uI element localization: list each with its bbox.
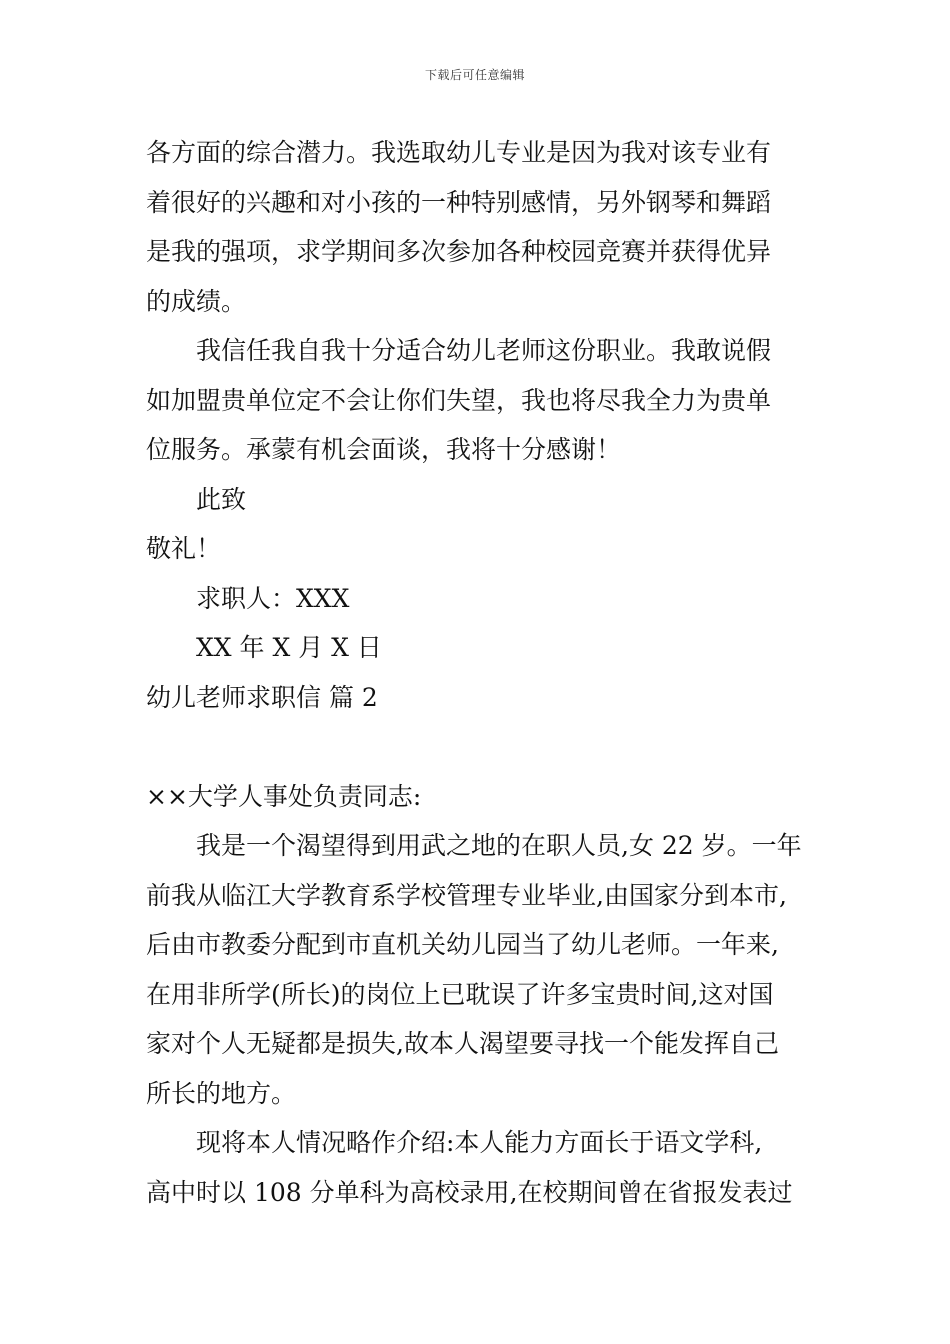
text-line: 家对个人无疑都是损失,故本人渴望要寻找一个能发挥自己 (146, 1029, 779, 1058)
recipient-greeting: ××大学人事处负责同志: (146, 781, 422, 811)
text-line: 在用非所学(所长)的岗位上已耽误了许多宝贵时间,这对国 (146, 979, 774, 1009)
text-line: 后由市教委分配到市直机关幼儿园当了幼儿老师。一年来, (146, 930, 779, 959)
text-line: 我是一个渴望得到用武之地的在职人员,女 22 岁。一年 (196, 831, 802, 860)
text-line: 着很好的兴趣和对小孩的一种特别感情，另外钢琴和舞蹈 (146, 187, 772, 217)
letter-date: XX 年 X 月 X 日 (196, 633, 382, 662)
text-line: 前我从临江大学教育系学校管理专业毕业,由国家分到本市, (146, 880, 787, 910)
header-note: 下载后可任意编辑 (424, 68, 525, 82)
closing-regards: 敬礼！ (146, 534, 222, 563)
text-line: 的成绩。 (146, 286, 247, 316)
closing-salutation: 此致 (196, 484, 247, 514)
text-line: 是我的强项，求学期间多次参加各种校园竞赛并获得优异 (146, 237, 772, 266)
blank-line (146, 722, 816, 772)
section-title: 幼儿老师求职信 篇 2 (146, 682, 378, 712)
text-line: 现将本人情况略作介绍:本人能力方面长于语文学科, (196, 1128, 763, 1157)
document-body (146, 128, 816, 1217)
text-line: 各方面的综合潜力。我选取幼儿专业是因为我对该专业有 (146, 138, 772, 167)
text-line: 如加盟贵单位定不会让你们失望，我也将尽我全力为贵单 (146, 385, 772, 415)
text-line: 我信任我自我十分适合幼儿老师这份职业。我敢说假 (196, 336, 772, 365)
text-line: 所长的地方。 (146, 1078, 297, 1108)
applicant-signature: 求职人：XXX (196, 583, 350, 613)
text-line: 位服务。承蒙有机会面谈，我将十分感谢！ (146, 435, 622, 464)
text-line: 高中时以 108 分单科为高校录用,在校期间曾在省报发表过 (146, 1177, 793, 1207)
